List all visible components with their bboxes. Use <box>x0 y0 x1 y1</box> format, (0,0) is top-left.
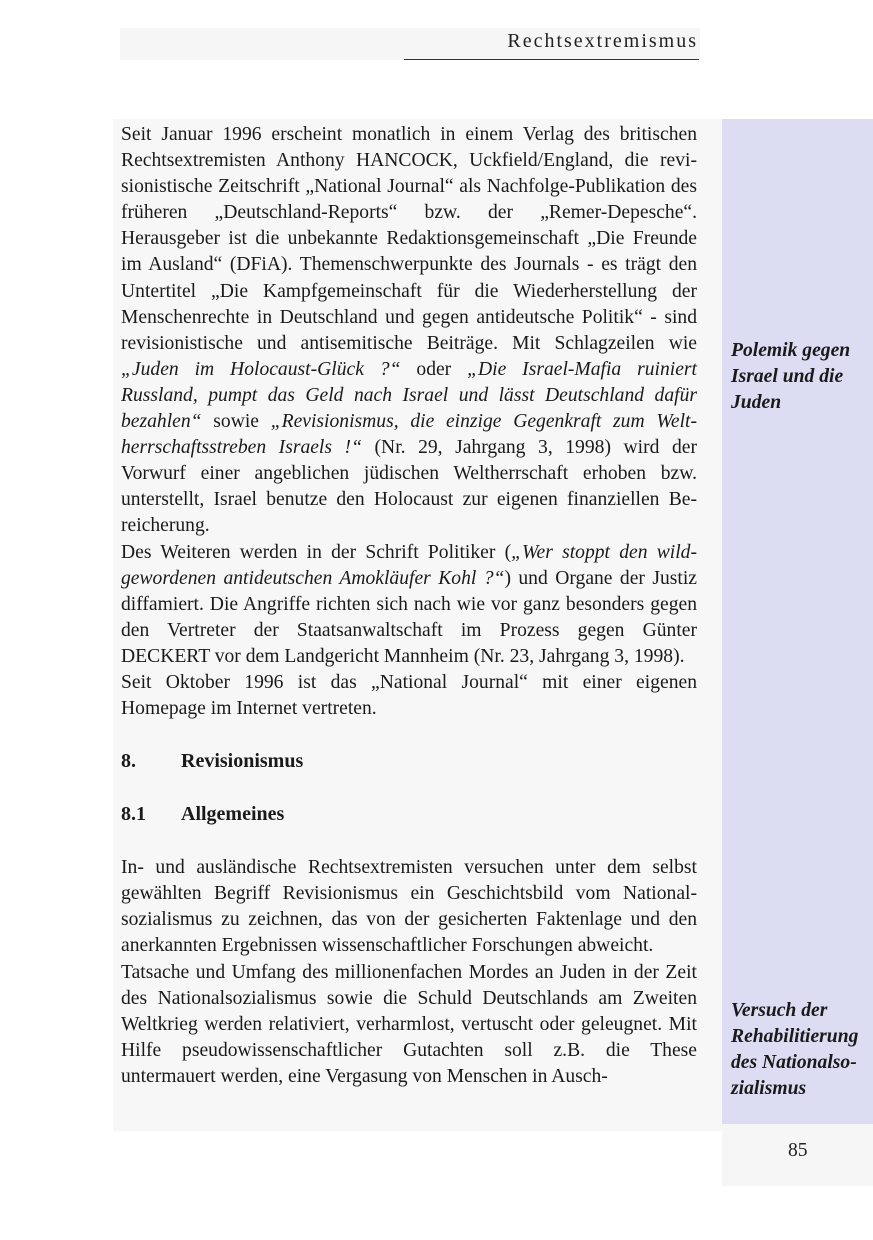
headline-quote: „Die Israel-Mafia ruiniert Russland, pumpt das Geld nach Israel und lässt Deutschland dafür bezahlen“ <box>121 358 697 433</box>
section-heading-8-1 <box>121 801 697 827</box>
paragraph-facts: Tatsache und Umfang des millionenfachen Mordes an Juden in der Zeit des Nationalsozialismus sowie die Schuld Deutschlands am Zweiten Weltkrieg werden relativiert, verharmlost, vertuscht oder geleugnet. Mit Hilfe pseudowissenschaftlicher Gutachten soll z.B. die These untermauert werden, eine Vergasung von Menschen in Ausch- <box>121 961 697 1087</box>
margin-note-polemic: Polemik gegen Israel und die Juden <box>731 340 851 414</box>
headline-quote: „Wer stoppt den wildgewordenen antideutschen Amokläufer Kohl ?“ <box>121 541 697 589</box>
section-heading-8 <box>121 748 697 774</box>
page-number: 85 <box>788 1140 808 1161</box>
main-text <box>121 122 697 1090</box>
paragraph-definition: In- und ausländische Rechtsextremisten versuchen unter dem selbst gewählten Begriff Revisionismus ein Geschichtsbild vom Nationalsozialismus zu zeichnen, das von der gesicherten Faktenlage und den anerkannten Ergebnissen wissenschaftlicher Forschungen abweicht. <box>121 857 697 957</box>
paragraph-homepage: Seit Oktober 1996 ist das „National Journal“ mit einer eigenen Homepage im Internet vertreten. <box>121 671 697 720</box>
margin-note-rehabilitation: Versuch der Rehabilitierung des Nationalso- zialismus <box>731 1000 859 1100</box>
headline-quote: „Revisionismus, die einzige Gegenkraft zum Weltherrschaftsstreben Israels !“ <box>121 411 697 459</box>
headline-quote: „Juden im Holocaust-Glück ?“ <box>121 358 401 380</box>
running-head: Rechtsextremismus <box>507 30 698 52</box>
section-title: Revisionismus <box>181 750 304 773</box>
header-rule <box>404 59 699 60</box>
paragraph-defamation: Des Weiteren werden in der Schrift Politiker („Wer stoppt den wildgewordenen antideutschen Amokläufer Kohl ?“) und Organe der Justiz diffamiert. Die Angriffe richten sich nach wie vor ganz besonders gegen den Vertreter der Staatsanwaltschaft im Prozess gegen Günter DECKERT vor dem Landgericht Mannheim (Nr. 23, Jahrgang 3, 1998). <box>121 541 698 667</box>
section-number: 8. <box>121 750 136 773</box>
paragraph-national-journal: Seit Januar 1996 erscheint monatlich in einem Verlag des britischen Rechtsextremisten Anthony HANCOCK, Uckfield/England, die revisionistische Zeitschrift „National Journal“ als Nachfolge-Publikation des früheren „Deutschland-Reports“ bzw. der „Remer-Depesche“. Herausgeber ist die unbekannte Redaktionsgemeinschaft „Die Freunde im Ausland“ (DFiA). Themenschwerpunkte des Journals - es trägt den Untertitel „Die Kampfgemeinschaft für die Wiederherstellung der Menschenrechte in Deutschland und gegen antideutsche Politik“ - sind revisionistische und antisemitische Beiträge. Mit Schlagzeilen wie „Juden im Holocaust-Glück ?“ oder „Die Israel-Mafia ruiniert Russland, pumpt das Geld nach Israel und lässt Deutschland dafür bezahlen“ sowie „Revisionismus, die einzige Gegenkraft zum Weltherrschaftsstreben Israels !“ (Nr. 29, Jahrgang 3, 1998) wird der Vorwurf einer angeblichen jüdischen Weltherrschaft erhoben bzw. unterstellt, Israel benutze den Holocaust zur eigenen finanziellen Bereicherung. <box>121 124 697 537</box>
margin-column <box>722 119 873 1124</box>
section-number: 8.1 <box>121 803 146 826</box>
section-title: Allgemeines <box>181 803 285 826</box>
